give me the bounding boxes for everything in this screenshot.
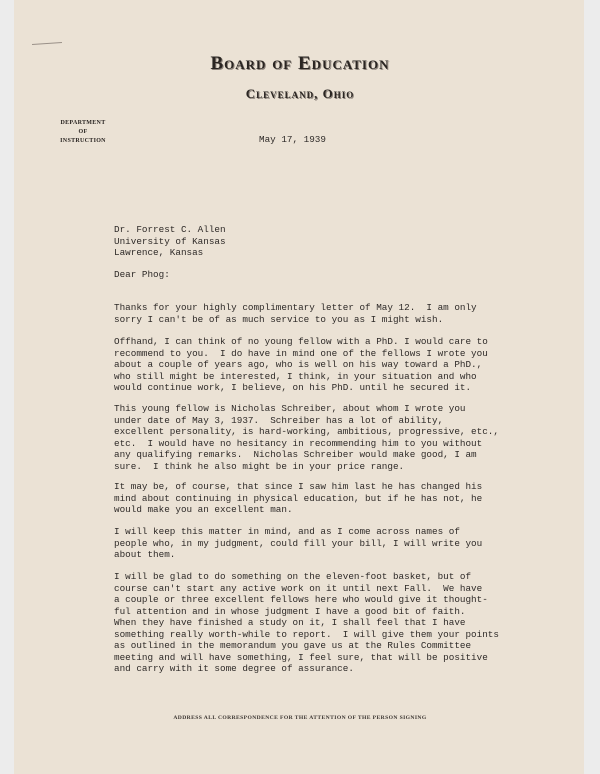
text-line: mind about continuing in physical education, but if he has not, he [114,492,483,504]
department-label [54,119,112,146]
text-line: about them. [114,549,176,560]
text-line: This young fellow is Nicholas Schreiber, about whom I wrote you [114,403,466,414]
text-line: recommend to you. I do have in mind one of the fellows I wrote you [114,347,488,359]
text-line: would make you an excellent man. [114,504,293,515]
text-line: as outlined in the memorandum you gave us at the Rules Committee [114,640,472,651]
paragraph [114,526,482,561]
text-line: and carry with it some degree of assurance. [114,663,354,674]
text-line: a couple or three excellent fellows here who would give it thought- [114,594,488,605]
text-line: would continue work, I believe, on his PhD. until he secured it. [114,382,472,393]
letterhead-city: Cleveland, Ohio [245,86,355,101]
text-line: about a couple of years ago, who is well on his way toward a PhD., [114,359,483,370]
footer-note: ADDRESS ALL CORRESPONDENCE FOR THE ATTENTION OF THE PERSON SIGNING [173,715,427,721]
paragraph [114,571,499,675]
paragraph [114,481,482,516]
text-line: who still might be interested, I think, in your situation and who [114,370,477,382]
text-line: any qualifying remarks. Nicholas Schreiber would make good, I am [114,449,477,460]
text-line: I will keep this matter in mind, and as I come across names of [114,526,460,537]
text-line: It may be, of course, that since I saw him last he has changed his [114,481,483,492]
text-line: course can't start any active work on it until next Fall. We have [114,582,483,594]
letterhead-organization: Board of Education [210,53,390,74]
address-line: University of Kansas [114,235,226,247]
paragraph [114,302,477,325]
recipient-address [114,224,226,259]
text-line: something really worth-while to report. I will give them your points [114,628,499,640]
text-line: Offhand, I can think of no young fellow with a PhD. I would care to [114,336,488,347]
text-line: excellent personality, is hard-working, ambitious, progressive, etc., [114,426,499,437]
text-line: When they have finished a study on it, I shall feel that I have [114,617,466,628]
text-line: I will be glad to do something on the eleven-foot basket, but of [114,571,472,582]
text-line: etc. I would have no hesitancy in recommending him to you without [114,437,483,449]
salutation: Dear Phog: [114,269,170,280]
text-line: under date of May 3, 1937. Schreiber has a lot of ability, [114,414,444,426]
text-line: Thanks for your highly complimentary letter of May 12. I am only [114,302,477,313]
letter-date: May 17, 1939 [259,134,326,145]
text-line: people who, in my judgment, could fill your bill, I will write you [114,537,483,549]
text-line: meeting and will have something, I feel sure, that will be positive [114,651,488,663]
address-line: Dr. Forrest C. Allen [114,224,226,235]
paragraph [114,336,488,394]
text-line: ful attention and in whose judgment I have a good bit of faith. [114,605,466,617]
department-line: DEPARTMENT [60,120,106,126]
department-line: OF [78,129,88,135]
paragraph [114,403,499,472]
text-line: sure. I think he also might be in your price range. [114,460,405,472]
address-line: Lawrence, Kansas [114,247,204,258]
text-line: sorry I can't be of as much service to you as I might wish. [114,313,444,325]
department-line: INSTRUCTION [60,138,106,144]
